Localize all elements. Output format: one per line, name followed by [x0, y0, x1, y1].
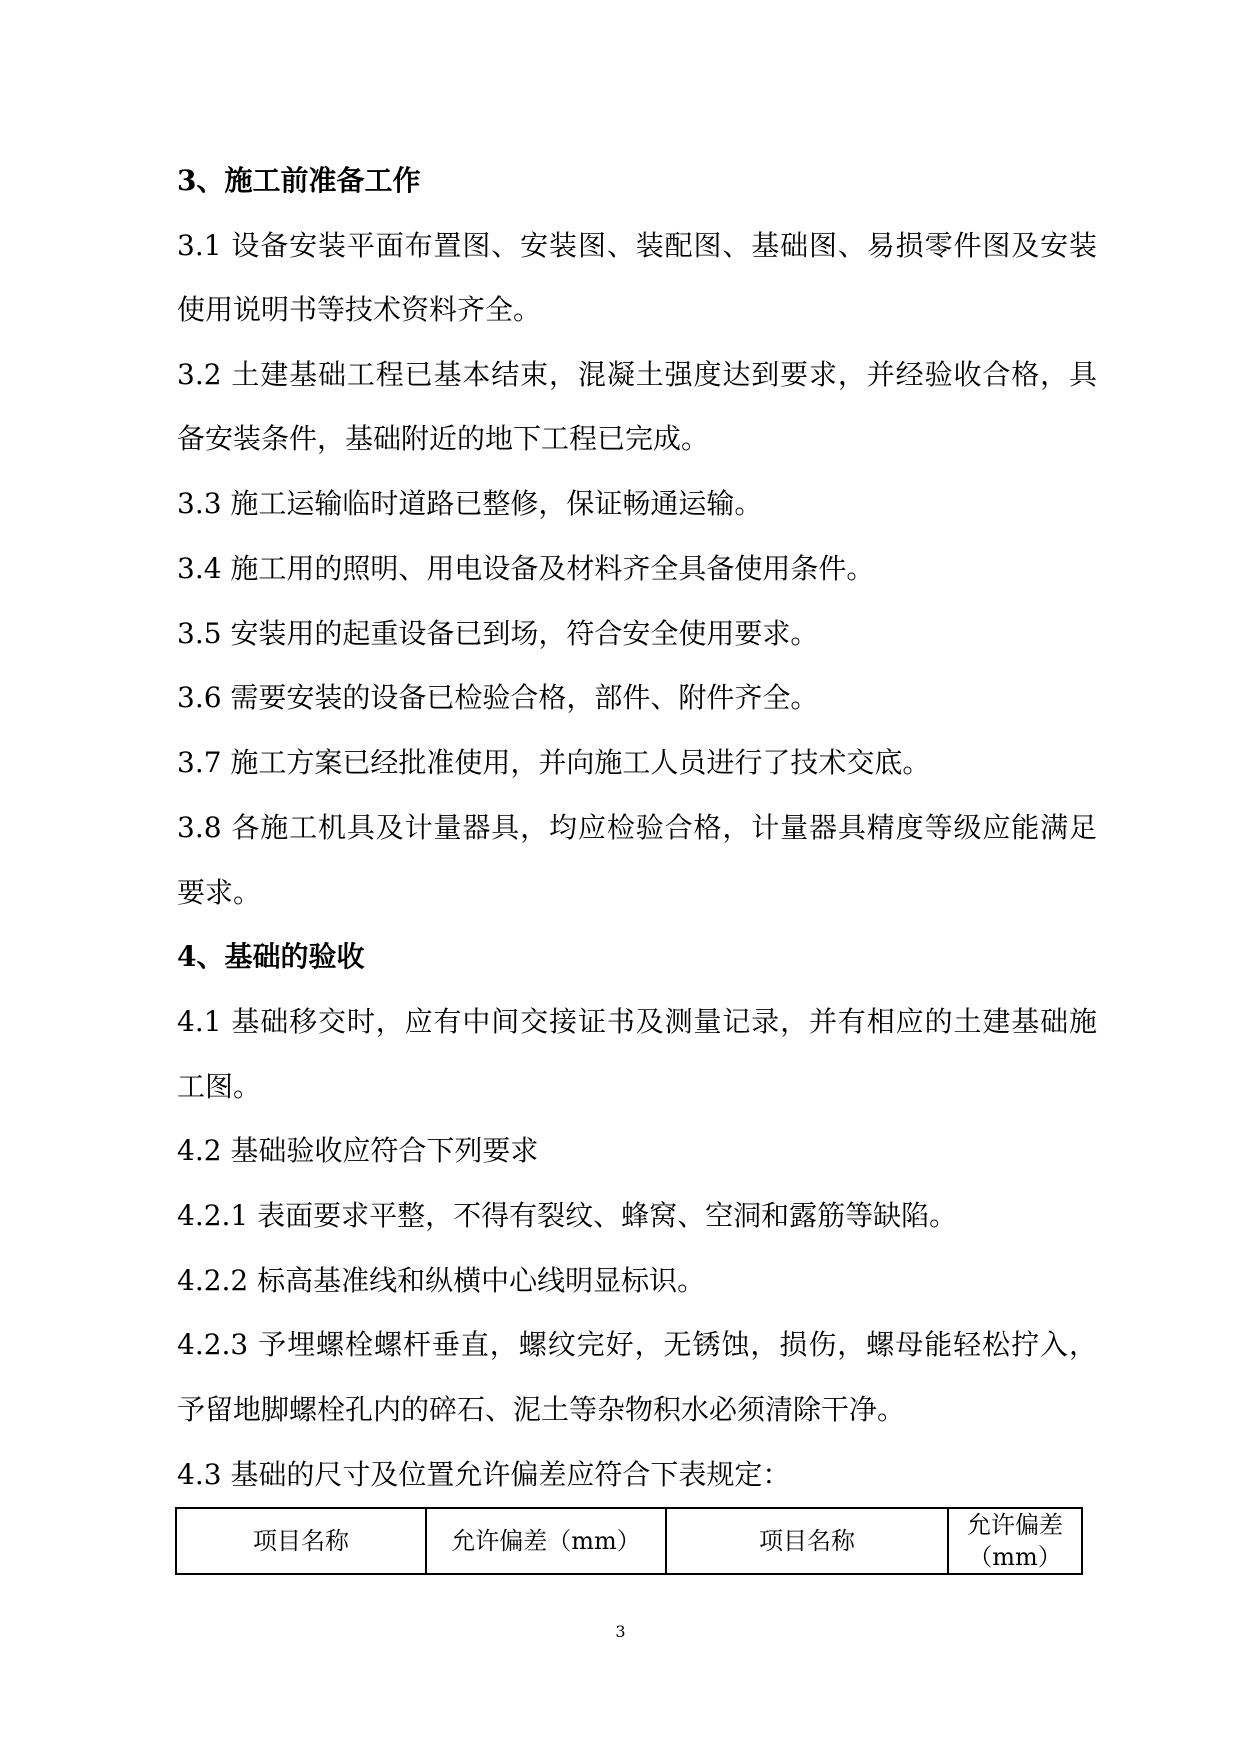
paragraph-line: 4.2 基础验收应符合下列要求 — [177, 1134, 539, 1167]
paragraph-line: 工图。 — [177, 1070, 262, 1103]
paragraph-line: 3.4 施工用的照明、用电设备及材料齐全具备使用条件。 — [177, 552, 875, 585]
paragraph-line: 要求。 — [177, 876, 262, 909]
table-header-cell: 项目名称 — [666, 1508, 948, 1574]
table-header-row — [176, 1508, 1082, 1574]
paragraph-line: 3.8 各施工机具及计量器具，均应检验合格，计量器具精度等级应能满足 — [177, 811, 1097, 844]
paragraph-line: 3.7 施工方案已经批准使用，并向施工人员进行了技术交底。 — [177, 746, 931, 779]
section-heading: 3、施工前准备工作 — [177, 164, 421, 197]
paragraph-line: 3.2 土建基础工程已基本结束，混凝土强度达到要求，并经验收合格，具 — [177, 358, 1097, 391]
paragraph-line: 4.2.1 表面要求平整，不得有裂纹、蜂窝、空洞和露筋等缺陷。 — [177, 1199, 958, 1232]
paragraph-line: 4.2.3 予埋螺栓螺杆垂直，螺纹完好，无锈蚀，损伤，螺母能轻松拧入， — [177, 1328, 1097, 1361]
paragraph-line: 3.6 需要安装的设备已检验合格，部件、附件齐全。 — [177, 681, 819, 714]
paragraph-line: 3.3 施工运输临时道路已整修，保证畅通运输。 — [177, 487, 763, 520]
paragraph-line: 备安装条件，基础附近的地下工程已完成。 — [177, 422, 710, 455]
paragraph-line: 4.1 基础移交时，应有中间交接证书及测量记录，并有相应的土建基础施 — [177, 1005, 1097, 1038]
table-header-line: （mm） — [968, 1543, 1062, 1571]
paragraph-line: 使用说明书等技术资料齐全。 — [177, 293, 542, 326]
paragraph-line: 予留地脚螺栓孔内的碎石、泥土等杂物积水必须清除干净。 — [177, 1393, 906, 1426]
paragraph-line: 3.5 安装用的起重设备已到场，符合安全使用要求。 — [177, 617, 819, 650]
paragraph-line: 4.2.2 标高基准线和纵横中心线明显标识。 — [177, 1264, 706, 1297]
page-number: 3 — [615, 1622, 626, 1641]
tolerance-table — [175, 1507, 1083, 1575]
table-header-cell: 项目名称 — [176, 1508, 426, 1574]
table-header-cell — [948, 1508, 1082, 1574]
section-heading: 4、基础的验收 — [177, 940, 365, 973]
table-header-line: 允许偏差 — [967, 1511, 1063, 1539]
paragraph-line: 4.3 基础的尺寸及位置允许偏差应符合下表规定： — [177, 1458, 791, 1491]
paragraph-line: 3.1 设备安装平面布置图、安装图、装配图、基础图、易损零件图及安装 — [177, 229, 1097, 262]
table-header-cell: 允许偏差（mm） — [426, 1508, 666, 1574]
